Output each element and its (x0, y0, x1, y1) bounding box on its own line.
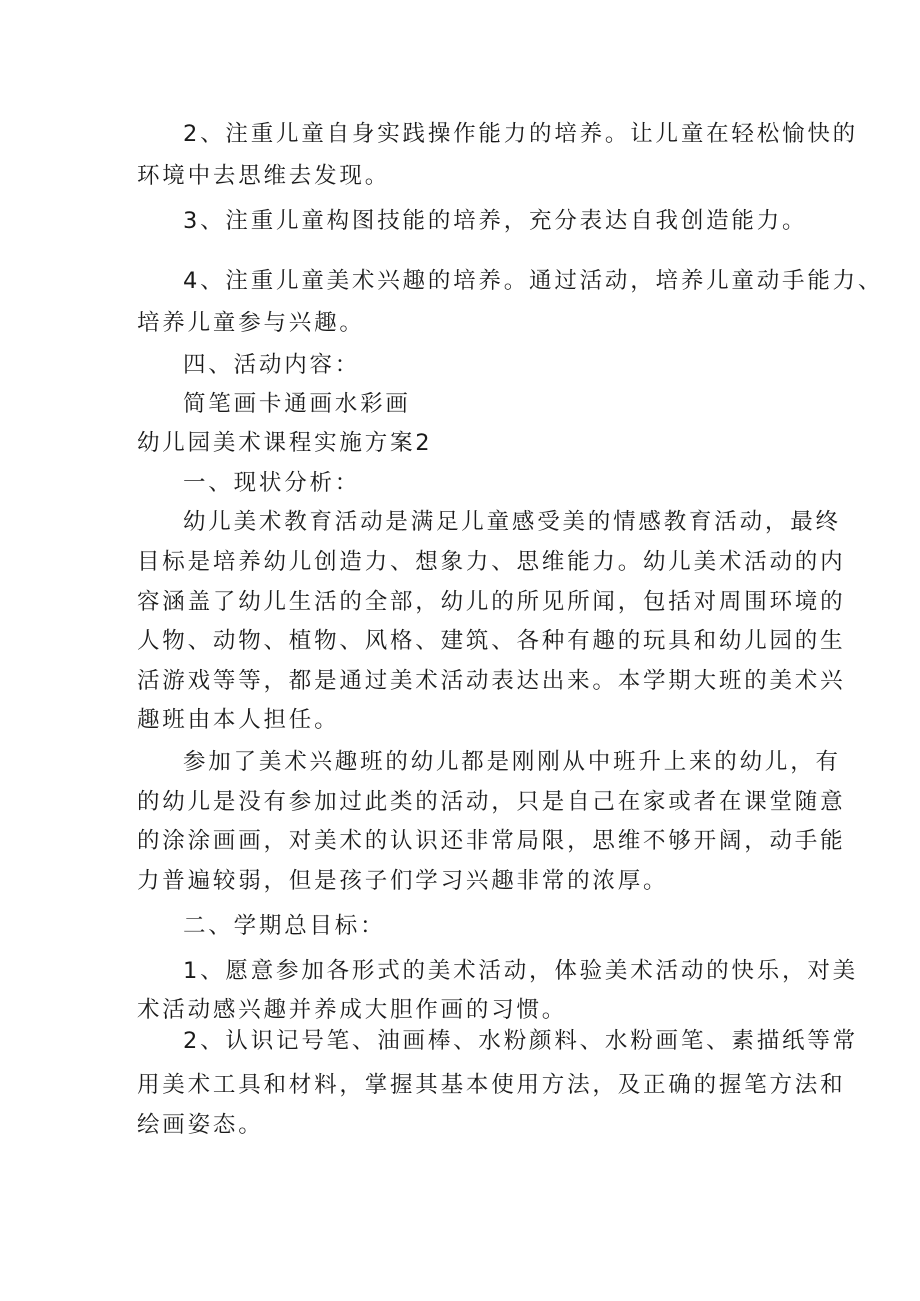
text-line: 环境中去思维去发现。 (137, 163, 391, 189)
text-line: 用美术工具和材料，掌握其基本使用方法，及正确的握笔方法和 (137, 1072, 846, 1098)
section-heading: 一、现状分析： (183, 470, 361, 496)
text-line: 4、注重儿童美术兴趣的培养。通过活动，培养儿童动手能力、 (183, 268, 884, 294)
text-line: 术活动感兴趣并养成大胆作画的习惯。 (137, 997, 568, 1023)
section-heading: 二、学期总目标： (183, 913, 386, 939)
text-line: 活游戏等等，都是通过美术活动表达出来。本学期大班的美术兴 (137, 668, 846, 694)
text-line: 幼儿美术教育活动是满足儿童感受美的情感教育活动，最终 (183, 509, 841, 535)
text-line: 力普遍较弱，但是孩子们学习兴趣非常的浓厚。 (137, 868, 669, 894)
text-line: 人物、动物、植物、风格、建筑、各种有趣的玩具和幼儿园的生 (137, 628, 846, 654)
text-line: 的幼儿是没有参加过此类的活动，只是自己在家或者在课堂随意 (137, 789, 846, 815)
text-line: 1、愿意参加各形式的美术活动，体验美术活动的快乐，对美 (183, 958, 858, 984)
text-line: 培养儿童参与兴趣。 (137, 310, 365, 336)
text-line: 趣班由本人担任。 (137, 707, 340, 733)
text-line: 容涵盖了幼儿生活的全部，幼儿的所见所闻，包括对周围环境的 (137, 589, 846, 615)
text-line: 绘画姿态。 (137, 1112, 264, 1138)
text-line: 简笔画卡通画水彩画 (183, 391, 411, 417)
text-line: 目标是培养幼儿创造力、想象力、思维能力。幼儿美术活动的内 (137, 549, 846, 575)
text-line: 的涂涂画画，对美术的认识还非常局限，思维不够开阔，动手能 (137, 828, 846, 854)
text-line: 参加了美术兴趣班的幼儿都是刚刚从中班升上来的幼儿，有 (183, 749, 841, 775)
text-line: 2、认识记号笔、油画棒、水粉颜料、水粉画笔、素描纸等常 (183, 1028, 858, 1054)
text-line: 2、注重儿童自身实践操作能力的培养。让儿童在轻松愉快的 (183, 121, 858, 147)
section-heading: 四、活动内容： (183, 352, 361, 378)
document-title: 幼儿园美术课程实施方案2 (137, 430, 433, 456)
text-line: 3、注重儿童构图技能的培养，充分表达自我创造能力。 (183, 208, 808, 234)
